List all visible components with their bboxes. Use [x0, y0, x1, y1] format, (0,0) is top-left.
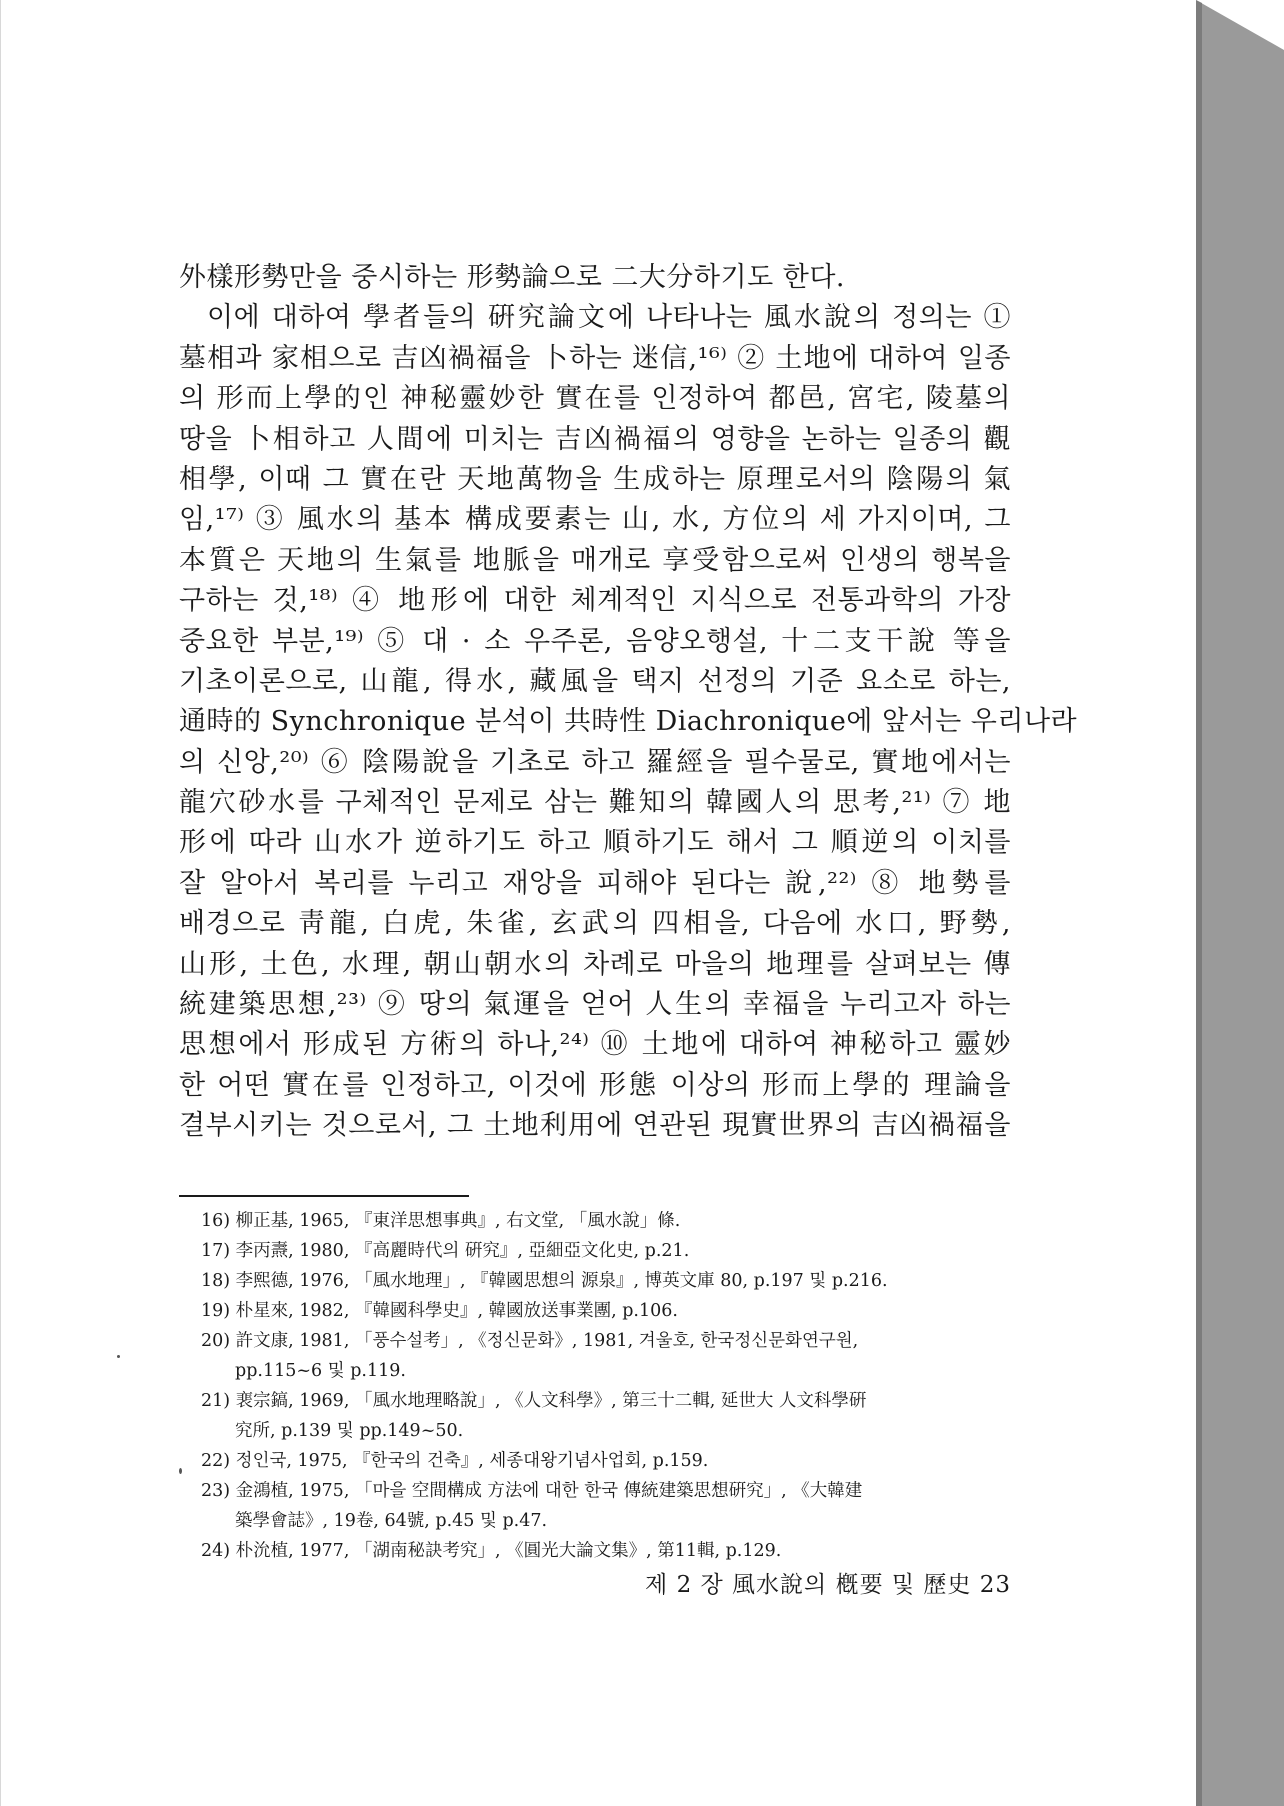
body-line: 잘 알아서 복리를 누리고 재앙을 피해야 된다는 說,²²⁾ ⑧ 地勢를 — [179, 867, 1011, 899]
body-line: 本質은 天地의 生氣를 地脈을 매개로 享受함으로써 인생의 행복을 — [179, 544, 1011, 576]
body-line: 統建築思想,²³⁾ ⑨ 땅의 氣運을 얻어 人生의 幸福을 누리고자 하는 — [179, 989, 1011, 1021]
footnote-text: 23) 金鴻植, 1975, 「마을 空間構成 方法에 대한 한국 傳統建築思想硏究」, 《大韓建 — [201, 1481, 863, 1501]
body-text — [179, 258, 1078, 1147]
body-line: 결부시키는 것으로서, 그 土地利用에 연관된 現實世界의 吉凶禍福을 — [179, 1110, 1011, 1142]
body-line: 形에 따라 山水가 逆하기도 하고 順하기도 해서 그 順逆의 이치를 — [179, 827, 1011, 859]
body-line: 중요한 부분,¹⁹⁾ ⑤ 대 · 소 우주론, 음양오행설, 十二支干說 等을 — [179, 625, 1011, 657]
footnote — [201, 1446, 1011, 1476]
body-line: 龍穴砂水를 구체적인 문제로 삼는 難知의 韓國人의 思考,²¹⁾ ⑦ 地 — [179, 787, 1011, 819]
page-edge-shadow — [1196, 0, 1284, 1806]
footnote-continuation: 築學會誌》, 19卷, 64號, p.45 및 p.47. — [235, 1511, 548, 1531]
footnote-continuation: pp.115~6 및 p.119. — [235, 1361, 406, 1381]
footnote-text: 22) 정인국, 1975, 『한국의 건축』, 세종대왕기념사업회, p.159. — [201, 1451, 709, 1471]
footnote — [201, 1386, 1011, 1446]
body-line: 땅을 卜相하고 人間에 미치는 吉凶禍福의 영향을 논하는 일종의 觀 — [179, 423, 1011, 455]
body-line: 기초이론으로, 山龍, 得水, 藏風을 택지 선정의 기준 요소로 하는, — [179, 665, 1011, 697]
footnote-text: 21) 裵宗鎬, 1969, 「風水地理略說」, 《人文科學》, 第三十二輯, 延世大 人文科學硏 — [201, 1391, 867, 1411]
footnotes — [201, 1206, 1011, 1566]
body-line: 임,¹⁷⁾ ③ 風水의 基本 構成要素는 山, 水, 方位의 세 가지이며, 그 — [179, 504, 1011, 536]
footnote — [201, 1266, 1011, 1296]
scan-speck — [117, 1355, 120, 1358]
body-line: 의 신앙,²⁰⁾ ⑥ 陰陽說을 기초로 하고 羅經을 필수물로, 實地에서는 — [179, 746, 1011, 778]
body-line: 배경으로 靑龍, 白虎, 朱雀, 玄武의 四相을, 다음에 水口, 野勢, — [179, 908, 1011, 940]
page-stack-shape — [1196, 0, 1284, 1806]
body-line: 이에 대하여 學者들의 硏究論文에 나타나는 風水說의 정의는 ① — [207, 302, 1011, 334]
body-line: 山形, 土色, 水理, 朝山朝水의 차례로 마을의 地理를 살펴보는 傳 — [179, 948, 1011, 980]
footnote-text: 16) 柳正基, 1965, 『東洋思想事典』, 右文堂, 「風水說」條. — [201, 1211, 681, 1231]
footnote-continuation: 究所, p.139 및 pp.149~50. — [235, 1421, 464, 1441]
body-line: 墓相과 家相으로 吉凶禍福을 卜하는 迷信,¹⁶⁾ ② 土地에 대하여 일종 — [179, 342, 1011, 374]
body-line: 思想에서 形成된 方術의 하나,²⁴⁾ ⑩ 土地에 대하여 神秘하고 靈妙 — [179, 1029, 1011, 1061]
scan-speck — [179, 1468, 182, 1474]
footnote — [201, 1326, 1011, 1386]
running-footer: 제 2 장 風水說의 槪要 및 歷史 23 — [645, 1572, 1011, 1598]
body-line: 구하는 것,¹⁸⁾ ④ 地形에 대한 체계적인 지식으로 전통과학의 가장 — [179, 585, 1011, 617]
footnote-rule — [179, 1195, 469, 1197]
footnote-text: 24) 朴沇植, 1977, 「湖南秘訣考究」, 《圓光大論文集》, 第11輯, p.129. — [201, 1541, 782, 1561]
body-line: 相學, 이때 그 實在란 天地萬物을 生成하는 原理로서의 陰陽의 氣 — [179, 463, 1011, 495]
footnote-text: 19) 朴星來, 1982, 『韓國科學史』, 韓國放送事業團, p.106. — [201, 1301, 678, 1321]
body-line: 한 어떤 實在를 인정하고, 이것에 形態 이상의 形而上學的 理論을 — [179, 1069, 1011, 1101]
footnote-text: 20) 許文康, 1981, 「풍수설考」, 《정신문화》, 1981, 겨울호, 한국정신문화연구원, — [201, 1331, 859, 1351]
footnote — [201, 1236, 1011, 1266]
footnote — [201, 1476, 1011, 1536]
footnote-text: 18) 李熙德, 1976, 「風水地理」, 『韓國思想의 源泉』, 博英文庫 80, p.197 및 p.216. — [201, 1271, 888, 1291]
footnote — [201, 1206, 1011, 1236]
footnote-text: 17) 李丙燾, 1980, 『高麗時代의 硏究』, 亞細亞文化史, p.21. — [201, 1241, 690, 1261]
body-line: 의 形而上學的인 神秘靈妙한 實在를 인정하여 都邑, 宮宅, 陵墓의 — [179, 383, 1011, 415]
body-line: 外樣形勢만을 중시하는 形勢論으로 二大分하기도 한다. — [179, 262, 845, 293]
body-line: 通時的 Synchronique 분석이 共時性 Diachronique에 앞서는 우리나라 — [179, 706, 1078, 738]
footnote — [201, 1296, 1011, 1326]
footnote — [201, 1536, 1011, 1566]
